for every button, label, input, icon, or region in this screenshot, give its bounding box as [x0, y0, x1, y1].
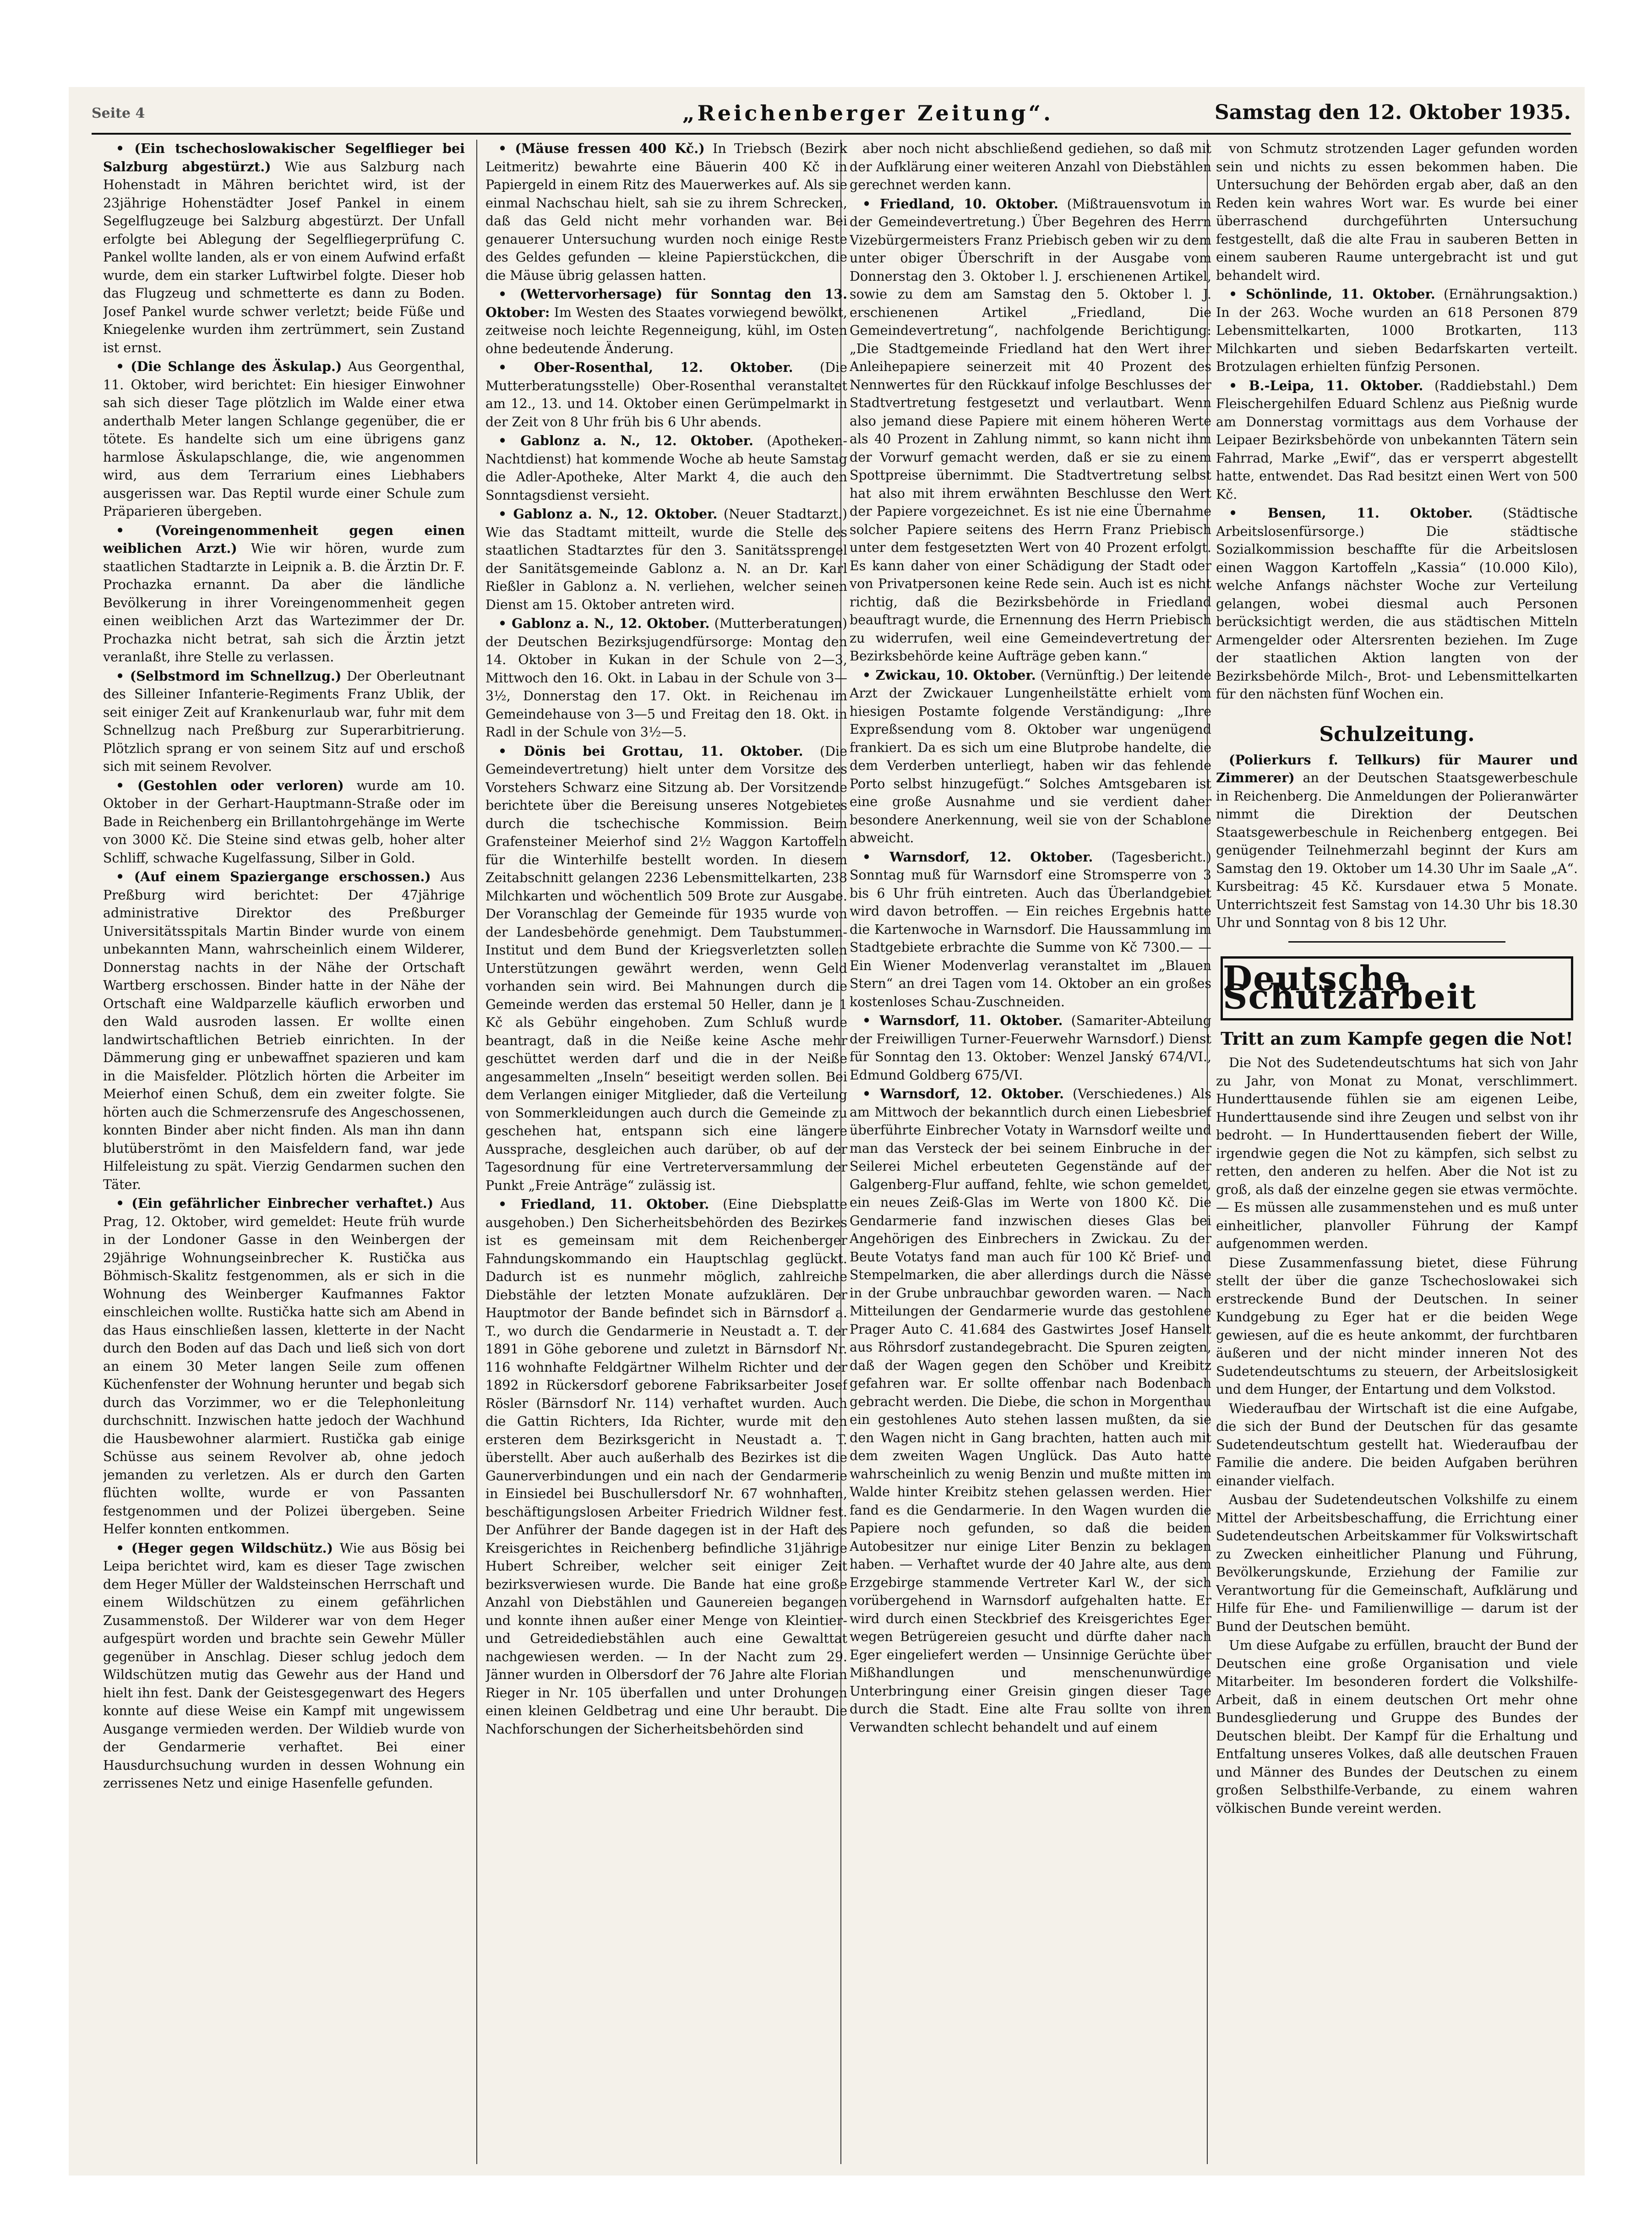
- article: [103, 358, 465, 521]
- appeal-paragraph: Um diese Aufgabe zu erfüllen, braucht der Bund der Deutschen eine große Organisation und viele Mitarbeiter. Im besonderen fordert die Volkshilfe-Arbeit, daß in einem deutschen Ort mehr ohne Bundesgliederung und Gruppe des Bundes der Deutschen bleibt. Der Kampf für die Erhaltung und Entfaltung unseres Volkes, daß alle deutschen Frauen und Männer des Bundes der Deutschen zu einem großen Selbsthilfe-Verbande, zu einem wahren völkischen Bunde vereint werden.: [1216, 1638, 1578, 1816]
- article-body: (Vernünftig.) Der leitende Arzt der Zwickauer Lungenheilstätte erhielt vom hiesigen Postamte folgende Verständigung: „Ihre Expreßsendung vom 8. Oktober war ungenügend frankiert. Da es sich um eine Blutprobe handelte, die dem Verderben unterliegt, haben wir das fehlende Porto selbst hinzugefügt.“ Solches Amtsgebaren ist eine große Ausnahme und sie verdient daher besondere Anerkennung, weil sie von der Schablone abweicht.: [850, 667, 1211, 845]
- article-headline: • Bensen, 11. Oktober.: [1229, 505, 1473, 521]
- article-body: Im Westen des Staates vorwiegend bewölkt, zeitweise noch leichte Regenneigung, kühl, im Osten ohne bedeutende Änderung.: [485, 305, 847, 356]
- article-body: (Die Gemeindevertretung) hielt unter dem Vorsitze des Vorstehers Schwarz eine Sitzung ab. Der Vorsitzende berichtete über die Bereisung unseres Notgebietes durch die tschechische Kommission. Beim Grafensteiner Meierhof sind 2½ Waggon Kartoffeln für die Winterhilfe bestellt worden. In diesem Zeitabschnitt gelangen 2236 Lebensmittelkarten, 238 Milchkarten und wöchentlich 509 Brote zur Ausgabe. Der Voranschlag der Gemeinde für 1935 wurde von der Landesbehörde genehmigt. Dem Taubstummen-Institut und dem Bund der Kriegsverletzten sollen Unterstützungen gewährt werden, wenn Geld vorhanden sein wird. Bei Mahnungen durch die Gemeinde werden das erstemal 50 Heller, dann je 1 Kč als Gebühr eingehoben. Zum Schluß wurde beantragt, daß in die Neiße keine Asche mehr geschüttet werden darf und die in der Neiße angesammelten „Inseln“ beseitigt werden sollen. Bei dem Verlangen einiger Mitglieder, daß die Verteilung von Sommerkleidungen auch durch die Gemeinde zu geschehen hat, entspann sich eine längere Aussprache, desgleichen auch darüber, ob auf der Tagesordnung für eine Vertreterversammlung der Punkt „Freie Anträge“ zulässig ist.: [485, 743, 847, 1193]
- article: [485, 359, 847, 431]
- issue-date: Samstag den 12. Oktober 1935.: [1215, 101, 1571, 124]
- banner-subtitle: Tritt an zum Kampfe gegen die Not!: [1221, 1028, 1573, 1049]
- article-body: Aus Prag, 12. Oktober, wird gemeldet: Heute früh wurde in der Londoner Gasse in den Weinbergen der 29jährige Wohnungseinbrecher K. Rustička aus Böhmisch-Skalitz festgenommen, als er sich in die Wohnung des Weinberger Kaufmannes Faktor einschleichen wollte. Rustička hatte sich am Abend in das Haus einschließen lassen, kletterte in der Nacht durch den Boden auf das Dach und ließ sich von dort an einem 30 Meter langen Seile zum offenen Küchenfenster der Wohnung herunter und begab sich durch das Vorzimmer, wo er die Telephonleitung durchschnitt. Inzwischen hatte jedoch der Wachhund die Hausbewohner alarmiert. Rustička gab einige Schüsse aus seinem Revolver ab, ohne jedoch jemanden zu verletzen. Als er durch den Garten flüchten wollte, wurde er von Passanten festgenommen und der Polizei übergeben. Seine Helfer konnten entkommen.: [103, 1196, 465, 1537]
- page-header: [92, 101, 1571, 137]
- article-body: (Eine Diebsplatte ausgehoben.) Den Sicherheitsbehörden des Bezirkes ist es gemeinsam mit dem Reichenberger Fahndungskommando ein Hauptschlag geglückt. Dadurch ist es nunmehr möglich, zahlreiche Diebstähle der letzten Monate aufzuklären. Der Hauptmotor der Bande befindet sich in Bärnsdorf a. T., wo durch die Gendarmerie in Neustadt a. T. der 1891 in Göhe geborene und zuletzt in Bärnsdorf Nr. 116 wohnhafte Feldgärtner Wilhelm Richter und der 1892 in Rückersdorf geborene Fabriksarbeiter Josef Rösler (Bärnsdorf Nr. 114) verhaftet wurden. Auch die Gattin Richters, Ida Richter, wurde mit den ersteren dem Bezirksgericht in Neustadt a. T. überstellt. Aber auch außerhalb des Bezirkes ist die Gaunerverbindungen und ein nach der Gendarmerie in Einsiedel bei Buschullersdorf Nr. 67 wohnhaften, beschäftigungslosen Arbeiter Friedrich Wildner fest. Der Anführer der Bande dagegen ist in der Haft des Kreisgerichtes in Reichenberg befindliche 31jährige Hubert Schreiber, welcher seit einiger Zeit bezirksverwiesen wurde. Die Bande hat eine große Anzahl von Diebstählen und Gaunereien begangen und konnte ihnen außer einer Menge von Kleintier- und Getreidediebstählen auch eine Gewalttat nachgewiesen werden. — In der Nacht zum 29. Jänner wurden in Olbersdorf der 76 Jahre alte Florian Rieger in Nr. 105 überfallen und unter Drohungen einen kleinen Geldbetrag und eine Uhr beraubt. Die Nachforschungen der Sicherheitsbehörden sind: [485, 1197, 847, 1737]
- article: [1216, 504, 1578, 703]
- article-body: (Raddiebstahl.) Dem Fleischergehilfen Eduard Schlenz aus Pießnig wurde am Donnerstag vormittags aus dem Vorhause der Leipaer Bezirksbehörde von unbekannten Tätern sein Fahrrad, Marke „Ewif“, das er versperrt abgestellt hatte, entwendet. Das Rad besitzt einen Wert von 500 Kč.: [1216, 378, 1578, 502]
- article-body: Wie aus Salzburg nach Hohenstadt in Mähren berichtet wird, ist der 23jährige Hohenstädter Josef Pankel in einem Segelflugzeuge bei Salzburg abgestürzt. Der Unfall erfolgte bei Ablegung der Segelfliegerprüfung C. Pankel wollte landen, als er von einem Aufwind erfaßt wurde, dem ein starker Luftwirbel folgte. Dieser hob das Flugzeug und schmetterte es dann zu Boden. Josef Pankel wurde schwer verletzt; beide Füße und Kniegelenke wurden ihm zertrümmert, sein Zustand ist ernst.: [103, 159, 465, 355]
- article-body: (Tagesbericht.) Sonntag muß für Warnsdorf eine Stromsperre von 3 bis 6 Uhr früh eintreten. Auch das Überlandgebiet wird davon betroffen. — Ein reiches Ergebnis hatte die Kartenwoche in Warnsdorf. Die Haussammlung im Stadtgebiete erbrachte die Summe von Kč 7300.— — Ein Wiener Modenverlag veranstaltet im „Blauen Stern“ an drei Tagen vom 14. Oktober an ein großes kostenloses Schau-Zuschneiden.: [850, 849, 1211, 1009]
- article-body: (Mutterberatungen) der Deutschen Bezirksjugendfürsorge: Montag den 14. Oktober in Kukan in der Schule von 2—3, Mittwoch den 16. Okt. in Labau in der Schule von 3—3½, Donnerstag den 17. Okt. in Reichenau im Gemeindehause von 3—5 und Freitag den 18. Okt. in Radl in der Schule von 3½—5.: [485, 616, 847, 740]
- column-4: [1216, 140, 1578, 2164]
- article-headline: • Warnsdorf, 11. Oktober.: [862, 1013, 1063, 1028]
- article: [1216, 751, 1578, 932]
- article: [850, 195, 1211, 665]
- article-body: an der Deutschen Staatsgewerbeschule in Reichenberg. Die Anmeldungen der Polieranwärter nimmt die Direktion der Deutschen Staatsgewerbeschule in Reichenberg entgegen. Bei genügender Teilnehmerzahl beginnt der Kurs am Samstag den 19. Oktober um 14.30 Uhr im Saale „A“. Kursbeitrag: 45 Kč. Kursdauer etwa 5 Monate. Unterrichtszeit fest Samstag von 14.30 Uhr bis 18.30 Uhr und Sonntag von 8 bis 12 Uhr.: [1216, 770, 1578, 930]
- article: [485, 1195, 847, 1738]
- article-headline: • (Ein tschechoslowakischer Segelflieger bei Salzburg abgestürzt.): [103, 141, 465, 175]
- appeal-paragraph: Wiederaufbau der Wirtschaft ist die eine Aufgabe, die sich der Bund der Deutschen für das gesamte Sudetendeutschtum gestellt hat. Wiederaufbau der Familie die andere. Die beiden Aufgaben berühren einander vielfach.: [1216, 1401, 1578, 1489]
- appeal-paragraph: Die Not des Sudetendeutschtums hat sich von Jahr zu Jahr, von Monat zu Monat, verschlimmert. Hunderttausende fühlen sie am eigenen Leibe, Hunderttausende sind ihre Zeugen und selbst von ihr bedroht. — In Hunderttausenden fiebert der Wille, irgendwie gegen die Not zu kämpfen, sich selbst zu retten, den anderen zu helfen. Aber die Not ist zu groß, als daß der einzelne gegen sie etwas vermöchte. — Es müssen alle zusammenstehen und es muß unter einheitlicher, planvoller Führung der Kampf aufgenommen werden.: [1216, 1055, 1578, 1251]
- article-body: (Ernährungsaktion.) In der 263. Woche wurden an 618 Personen 879 Lebensmittelkarten, 1000 Brotkarten, 113 Milchkarten und sieben Bedarfskarten verteilt. Brotzulagen erhielten fünfzig Personen.: [1216, 287, 1578, 374]
- article: [485, 140, 847, 284]
- article: [850, 1012, 1211, 1084]
- article-body: (Städtische Arbeitslosenfürsorge.) Die städtische Sozialkommission beschaffte für die Arbeitslosen einen Waggon Kartoffeln „Kassia“ (10.000 Kilo), welche Anfangs nächster Woche zur Verteilung gelangen, wobei diesmal auch Personen berücksichtigt werden, die aus städtischen Mitteln Armengelder oder Altersrenten beziehen. Im Zuge der staatlichen Aktion langten von der Bezirksbehörde Milch-, Brot- und Lebensmittelkarten für den nächsten fünf Wochen ein.: [1216, 506, 1578, 702]
- article-headline: • Friedland, 11. Oktober.: [498, 1196, 709, 1212]
- column-divider: [476, 140, 477, 2164]
- article-headline: • Friedland, 10. Oktober.: [862, 196, 1058, 212]
- schutzarbeit-banner: [1221, 956, 1573, 1020]
- article-headline: • Zwickau, 10. Oktober.: [862, 667, 1036, 683]
- section-divider: [1288, 941, 1505, 943]
- column-3: [850, 140, 1211, 2164]
- article: [850, 666, 1211, 847]
- article-body: (Die Mutterberatungsstelle) Ober-Rosenthal veranstaltet am 12., 13. und 14. Oktober einen Gerümpelmarkt in der Zeit von 8 Uhr früh bis 6 Uhr abends.: [485, 360, 847, 430]
- page-number: Seite 4: [92, 105, 145, 121]
- article: [103, 868, 465, 1194]
- article-headline: • (Auf einem Spaziergange erschossen.): [116, 869, 431, 884]
- article-headline: • Gablonz a. N., 12. Oktober.: [498, 506, 718, 522]
- article-body: (Mißtrauensvotum in der Gemeindevertretung.) Über Begehren des Herrn Vizebürgermeisters Franz Priebisch geben wir zu dem unter obiger Überschrift in der Ausgabe vom Donnerstag den 3. Oktober l. J. erschienenen Artikel, sowie zu dem am Samstag den 5. Oktober l. J. erschienenen Artikel „Friedland, Die Gemeindevertretung“, nachfolgende Berichtigung: „Die Stadtgemeinde Friedland hat den Wert ihrer Anleihepapiere seinerzeit mit 40 Prozent des Nennwertes für den Rückkauf infolge Beschlusses der Stadtvertretung festgesetzt und verlautbart. Wenn also jemand diese Papiere mit einem höheren Werte als 40 Prozent in Zahlung nimmt, so kann nicht ihm der Vorwurf gemacht werden, daß er sie zu einem Spottpreise übernimmt. Die Stadtvertretung selbst hat also mit ihrem erwähnten Beschlusse den Wert der Papiere vorgezeichnet. Es ist nie eine Übernahme solcher Papiere seitens des Herrn Franz Priebisch unter dem festgesetzten Wert von 40 Prozent erfolgt. Es kann daher von einer Schädigung der Stadt oder von Privatpersonen keine Rede sein. Auch ist es nicht richtig, daß die Bezirksbehörde in Friedland beauftragt wurde, die Ernennung des Herrn Priebisch zu widerrufen, weil eine Gemeindevertretung der Bezirksbehörde keine Aufträge geben kann.“: [850, 196, 1211, 664]
- article-headline: • Schönlinde, 11. Oktober.: [1229, 286, 1435, 302]
- article-body: Wie aus Bösig bei Leipa berichtet wird, kam es dieser Tage zwischen dem Heger Müller der Waldsteinschen Herrschaft und einem Wildschützen zu einem gefährlichen Zusammenstoß. Der Wilderer war von dem Heger aufgespürt worden und brachte sein Gewehr Müller gegenüber in Anschlag. Dieser schlug jedoch dem Wildschützen mutig das Gewehr aus der Hand und hielt ihn fest. Dank der Geistesgegenwart des Hegers konnte auf diese Weise ein Kampf mit ungewissem Ausgange vermieden werden. Der Wildieb wurde von der Gendarmerie verhaftet. Bei einer Hausdurchsuchung wurden in dessen Wohnung ein zerrissenes Netz und einige Hasenfelle gefunden.: [103, 1540, 465, 1791]
- article-headline: • B.-Leipa, 11. Oktober.: [1229, 377, 1423, 393]
- article-body: (Verschiedenes.) Als am Mittwoch der bekanntlich durch einen Liebesbrief überführte Einbrecher Votaty in Warnsdorf weilte und man das Versteck der bei seinem Einbruche in der Seilerei Michel erbeuteten Gegenstände auf der Galgenberg-Flur auffand, fehlte, wie schon gemeldet, ein neues Zeiß-Glas im Werte von 1800 Kč. Die Gendarmerie fand inzwischen dieses Glas bei Angehörigen des Einbrechers in Zwickau. Zu der Beute Votatys fand man auch für 100 Kč Brief- und Stempelmarken, die aber allerdings durch die Nässe in der Grube unbrauchbar geworden waren. — Nach Mitteilungen der Gendarmerie wurde das gestohlene Prager Auto C. 41.684 des Gastwirtes Josef Hanselt aus Röhrsdorf zustandegebracht. Die Spuren zeigten, daß der Wagen gegen den Schöber und Kreibitz gefahren war. Er sollte offenbar nach Bodenbach gebracht werden. Die Diebe, die schon in Morgenthau ein gestohlenes Auto stehen lassen mußten, da sie den Wagen nicht in Gang brachten, hatten auch mit dem zweiten Wagen Unglück. Das Auto hatte wahrscheinlich zu wenig Benzin und mußte mitten im Walde hinter Kreibitz stehen gelassen werden. Hier fand es die Gendarmerie. In den Wagen wurden die Papiere noch gefunden, so daß die beiden Autobesitzer nur einige Liter Benzin zu beklagen haben. — Verhaftet wurde der 40 Jahre alte, aus dem Erzgebirge stammende Vertreter Karl W., der sich vorübergehend in Warnsdorf aufgehalten hatte. Er wird durch einen Steckbrief des Kreisgerichtes Eger wegen Betrügereien gesucht und dürfte daher nach Eger eingeliefert werden — Unsinnige Gerüchte über Mißhandlungen und menschenunwürdige Unterbringung einer Greisin gingen dieser Tage durch die Stadt. Eine alte Frau sollte von ihren Verwandten schlecht behandelt und auf einem: [850, 1086, 1211, 1735]
- banner-title: Deutsche Schutzarbeit: [1223, 959, 1477, 1017]
- article-body: aber noch nicht abschließend gediehen, so daß mit der Aufklärung einer weiteren Anzahl von Diebstählen gerechnet werden kann.: [850, 141, 1211, 192]
- article-body: Aus Preßburg wird berichtet: Der 47jährige administrative Direktor des Preßburger Universitätsspitals Martin Binder wurde von einem unbekannten Mann, wahrscheinlich einem Wilderer, Donnerstag nachts in der Nähe der Ortschaft Wartberg erschossen. Binder hatte in der Nähe der Ortschaft eine Waldparzelle käuflich erworben und den Wald ausroden lassen. Er wollte einen landwirtschaftlichen Betrieb einrichten. In der Dämmerung ging er unbewaffnet spazieren und kam in die Maisfelder. Plötzlich hörten die Arbeiter im Meierhof einen Schuß, dem ein zweiter folgte. Sie hörten auch die Schmerzensrufe des Angeschossenen, konnten Binder aber nicht finden. Als man ihn dann blutüberströmt in den Maisfeldern fand, war jede Hilfeleistung zu spät. Vierzig Gendarmen suchen den Täter.: [103, 869, 465, 1192]
- article-headline: • Warnsdorf, 12. Oktober.: [862, 1086, 1064, 1102]
- article-headline: • (Ein gefährlicher Einbrecher verhaftet.): [116, 1195, 434, 1211]
- article-headline: • Gablonz a. N., 12. Oktober.: [498, 616, 710, 631]
- article: [103, 777, 465, 867]
- article-body: von Schmutz strotzenden Lager gefunden worden sein und nichts zu essen bekommen haben. Die Untersuchung der Behörden ergab aber, daß an den Reden kein wahres Wort war. Es wurde bei einer überraschend durchgeführten Untersuchung festgestellt, daß die alte Frau in sauberen Betten in einem sauberen Raume untergebracht ist und gut behandelt wird.: [1216, 141, 1578, 283]
- article: [850, 1085, 1211, 1736]
- article-headline: • (Die Schlange des Äskulap.): [116, 359, 342, 374]
- article-headline: • (Selbstmord im Schnellzug.): [116, 668, 342, 684]
- article: [1216, 285, 1578, 376]
- article-headline: • (Mäuse fressen 400 Kč.): [498, 141, 705, 156]
- article-body: Aus Georgenthal, 11. Oktober, wird berichtet: Ein hiesiger Einwohner sah sich dieser Tage plötzlich im Walde einer etwa anderthalb Meter langen Schlange gegenüber, die er tötete. Es handelte sich um eine übrigens ganz harmlose Äskulapschlange, die, wie angenommen wird, aus dem Terrarium eines Liebhabers ausgerissen war. Das Reptil wurde einer Schule zum Präparieren übergeben.: [103, 359, 465, 519]
- article: [1216, 140, 1578, 284]
- article-headline: • (Heger gegen Wildschütz.): [116, 1540, 333, 1556]
- article: [1216, 377, 1578, 504]
- article: [103, 1194, 465, 1538]
- article-body: (Apotheken-Nachtdienst) hat kommende Woche ab heute Samstag die Adler-Apotheke, Alter Markt 4, die auch den Sonntagsdienst versieht.: [485, 433, 847, 503]
- article-headline: • Dönis bei Grottau, 11. Oktober.: [498, 743, 803, 759]
- article-headline: (Polierkurs f. Tellkurs) für Maurer und Zimmerer): [1216, 752, 1578, 785]
- article: [103, 140, 465, 357]
- appeal-paragraph: Diese Zusammenfassung bietet, diese Führung stellt der über die ganze Tschechoslowakei sich erstreckende Bund der Deutschen. In seiner Kundgebung zu Eger hat er die beiden Wege gewiesen, auf die es heute ankommt, der furchtbaren äußeren und der nicht minder inneren Not des Sudetendeutschtums zu steuern, der Arbeitslosigkeit und dem Hunger, der Entartung und dem Volkstod.: [1216, 1255, 1578, 1397]
- article: [103, 667, 465, 776]
- article-headline: • (Wettervorhersage) für Sonntag den 13. Oktober:: [485, 286, 847, 320]
- article: [485, 742, 847, 1195]
- appeal-paragraph: Ausbau der Sudetendeutschen Volkshilfe zu einem Mittel der Arbeitsbeschaffung, die Errichtung einer Sudetendeutschen Arbeitskammer für Volkswirtschaft zu Zwecken einheitlicher Planung und Führung, Bevölkerungskunde, Erziehung der Familie zur Verantwortung für die Gemeinschaft, Aufklärung und Hilfe für Ehe- und Familienwillige — darum ist der Bund der Deutschen bemüht.: [1216, 1492, 1578, 1634]
- article-headline: • Warnsdorf, 12. Oktober.: [862, 849, 1093, 865]
- section-title-schulzeitung: Schulzeitung.: [1319, 722, 1475, 746]
- article-headline: • Gablonz a. N., 12. Oktober.: [498, 433, 753, 448]
- paper-name: „Reichenberger Zeitung“.: [682, 101, 1054, 125]
- article-headline: • (Voreingenommenheit gegen einen weiblichen Arzt.): [103, 522, 465, 556]
- article: [485, 432, 847, 504]
- article: [850, 848, 1211, 1011]
- article-body: Der Oberleutnant des Silleiner Infanterie-Regiments Franz Ublik, der seit einiger Zeit auf Krankenurlaub war, fuhr mit dem Schnellzug nach Preßburg zur Superarbitrierung. Plötzlich sprang er von seinem Sitz auf und erschoß sich mit seinem Revolver.: [103, 668, 465, 774]
- article: [485, 505, 847, 614]
- article: [103, 522, 465, 666]
- article-headline: • Ober-Rosenthal, 12. Oktober.: [498, 360, 793, 375]
- article-body: wurde am 10. Oktober in der Gerhart-Hauptmann-Straße oder im Bade in Reichenberg ein Brillantohrgehänge im Werte von 3000 Kč. Die Steine sind etwas gelb, hoher alter Schliff, schwache Kugelfassung, Silber in Gold.: [103, 778, 465, 866]
- article-body: (Neuer Stadtarzt.) Wie das Stadtamt mitteilt, wurde die Stelle des staatlichen Stadtarztes für den 3. Sanitätssprengel der Sanitätsgemeinde Gablonz a. N. an Dr. Karl Rießler in Gablonz a. N. verliehen, welcher seinen Dienst am 15. Oktober antreten wird.: [485, 507, 847, 612]
- header-rule: [92, 133, 1571, 135]
- article: [485, 615, 847, 742]
- article: [850, 140, 1211, 194]
- column-2: [485, 140, 847, 2164]
- article-body: Wie wir hören, wurde zum staatlichen Stadtarzte in Leipnik a. B. die Ärztin Dr. F. Prochazka ernannt. Da aber die ländliche Bevölkerung in ihrer Voreingenommenheit gegen einen weiblichen Arzt das Wartezimmer der Dr. Prochazka nicht betrat, sah sich die Ärztin jetzt veranlaßt, ihre Stelle zu verlassen.: [103, 541, 465, 665]
- article-body: (Samariter-Abteilung der Freiwilligen Turner-Feuerwehr Warnsdorf.) Dienst für Sonntag den 13. Oktober: Wenzel Janský 674/VI., Edmund Goldberg 675/VI.: [850, 1013, 1211, 1083]
- article: [485, 285, 847, 358]
- article-headline: • (Gestohlen oder verloren): [116, 777, 344, 793]
- article: [103, 1539, 465, 1793]
- article-body: In Triebsch (Bezirk Leitmeritz) bewahrte eine Bäuerin 400 Kč in Papiergeld in einem Ritz des Mauerwerkes auf. Als sie einmal Nachschau hielt, sah sie zu ihrem Schrecken, daß das Geld nicht mehr vorhanden war. Bei genauerer Untersuchung wurden noch einige Reste des Geldes gefunden — kleine Papierstückchen, die die Mäuse übrig gelassen hatten.: [485, 141, 847, 283]
- column-1: [103, 140, 465, 2164]
